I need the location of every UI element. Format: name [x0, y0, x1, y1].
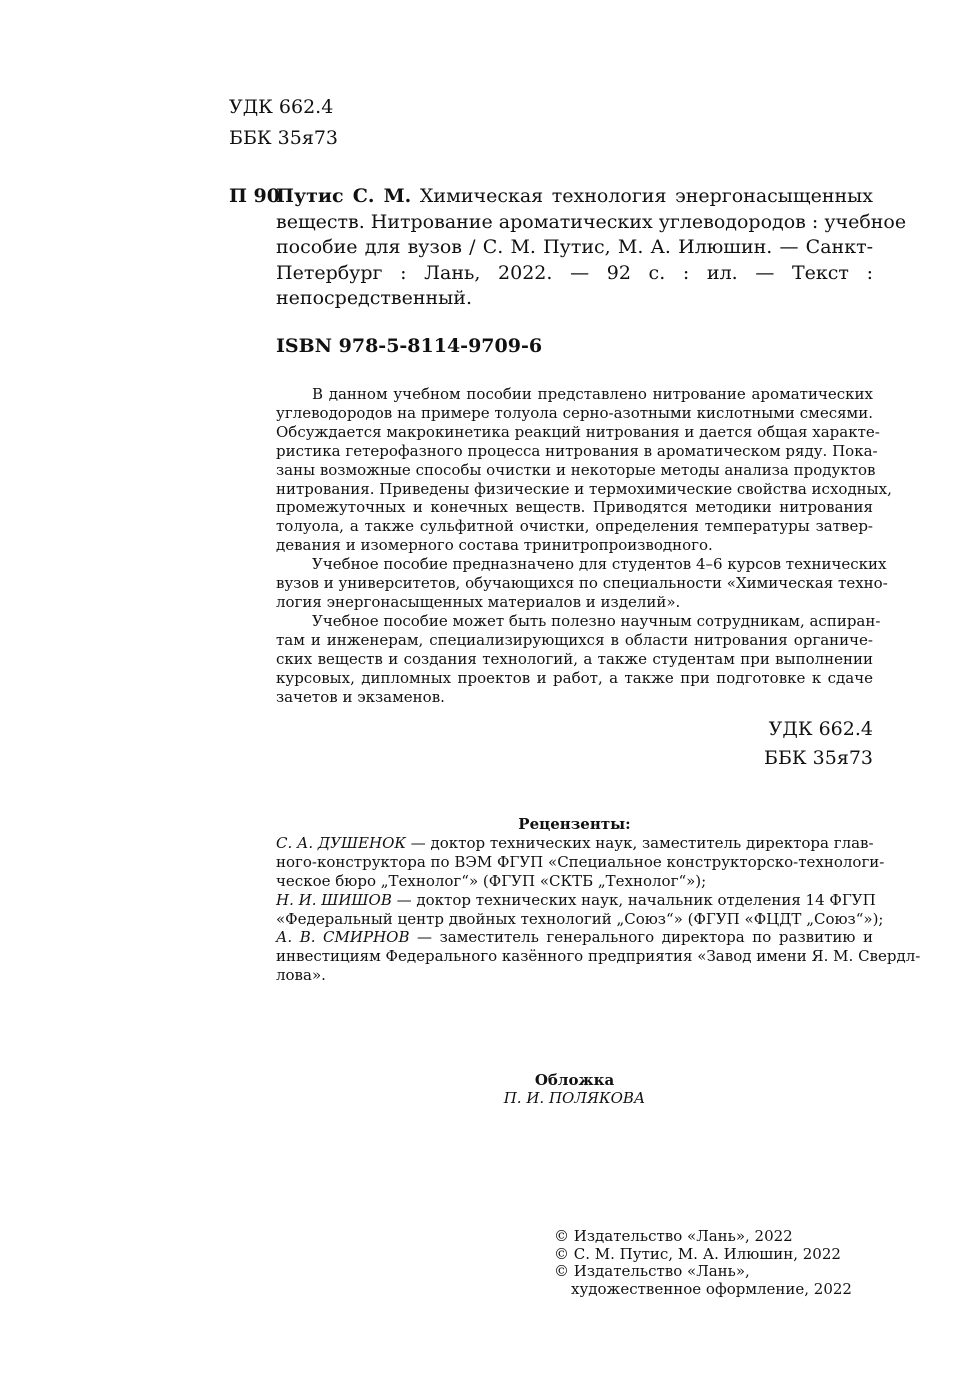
biblio-line-3: пособие для вузов / С. М. Путис, М. А. Илюшин. — Санкт-: [276, 236, 873, 258]
cover-designer: П. И. ПОЛЯКОВА: [503, 1089, 646, 1107]
abstract-line: ских веществ и создания технологий, а также студентам при выполнении: [276, 649, 873, 668]
reviewer-line: Н. И. ШИШОВ — доктор технических наук, начальник отделения 14 ФГУП: [276, 890, 876, 909]
copyright-line: художественное оформление, 2022: [571, 1279, 852, 1298]
bbk-code-bottom: ББК 35я73: [763, 747, 873, 769]
abstract-line: девания и изомерного состава тринитропроизводного.: [276, 536, 713, 555]
copyright-line: © Издательство «Лань», 2022: [554, 1227, 793, 1245]
abstract-line: углеводородов на примере толуола серно-азотными кислотными смесями.: [276, 403, 873, 422]
biblio-line-4: Петербург : Лань, 2022. — 92 с. : ил. — Текст :: [276, 261, 873, 284]
reviewer-name: С. А. ДУШЕНОК: [276, 833, 406, 852]
copyright-line: © Издательство «Лань»,: [554, 1262, 750, 1280]
biblio-line-1: Путис С. М. Химическая технология энергонасыщенных: [276, 185, 873, 207]
abstract-line: зачетов и экзаменов.: [276, 687, 445, 706]
abstract-line: вузов и университетов, обучающихся по специальности «Химическая техно-: [276, 574, 888, 593]
reviewer-line: С. А. ДУШЕНОК — доктор технических наук, заместитель директора глав-: [276, 833, 874, 852]
reviewer-line: ного-конструктора по ВЭМ ФГУП «Специальное конструкторско-технологи-: [276, 852, 885, 871]
cover-credit: [476, 1071, 673, 1107]
abstract-line: ристика гетерофазного процесса нитрования в ароматическом ряду. Пока-: [276, 441, 878, 460]
author-name: Путис С. М.: [276, 185, 412, 207]
reviewers: [276, 815, 921, 985]
reviewer-line: «Федеральный центр двойных технологий „Союз“» (ФГУП «ФЦДТ „Союз“»);: [276, 909, 884, 928]
biblio-line-5: непосредственный.: [276, 287, 473, 309]
abstract-line: Обсуждается макрокинетика реакций нитрования и дается общая характе-: [276, 422, 880, 441]
bbk-code-top: ББК 35я73: [229, 127, 339, 149]
udk-code-top: УДК 662.4: [229, 96, 334, 118]
reviewer-name: Н. И. ШИШОВ: [276, 890, 392, 909]
bibliographic-record: [276, 184, 907, 312]
copyright-block: [554, 1228, 852, 1298]
abstract-line: нитрования. Приведены физические и термохимические свойства исходных,: [276, 479, 892, 498]
reviewer-line: А. В. СМИРНОВ — заместитель генерального директора по развитию и: [276, 928, 873, 947]
abstract: [276, 385, 892, 706]
author-mark: П 90: [229, 185, 280, 207]
abstract-line: курсовых, дипломных проектов и работ, а также при подготовке к сдаче: [276, 668, 873, 687]
reviewer-line: ческое бюро „Технолог“» (ФГУП «СКТБ „Технолог“»);: [276, 871, 707, 890]
classification-bottom: [700, 715, 873, 773]
abstract-line: промежуточных и конечных веществ. Приводятся методики нитрования: [276, 498, 873, 517]
reviewer-line: лова».: [276, 966, 326, 985]
abstract-line: толуола, а также сульфитной очистки, определения температуры затвер-: [276, 517, 873, 536]
isbn: ISBN 978-5-8114-9709-6: [276, 335, 543, 357]
abstract-line: Учебное пособие предназначено для студентов 4–6 курсов технических: [312, 555, 887, 574]
biblio-line-2: веществ. Нитрование ароматических углеводородов : учебное: [276, 210, 907, 233]
classification-top: [229, 92, 338, 154]
copyright-line: © С. М. Путис, М. А. Илюшин, 2022: [554, 1244, 841, 1263]
abstract-line: логия энергонасыщенных материалов и изделий».: [276, 592, 681, 611]
abstract-line: там и инженерам, специализирующихся в области нитрования органиче-: [276, 630, 873, 649]
abstract-line: Учебное пособие может быть полезно научным сотрудникам, аспиран-: [312, 611, 881, 630]
reviewers-heading: Рецензенты:: [518, 815, 631, 833]
cover-title: Обложка: [534, 1071, 615, 1089]
abstract-line: В данном учебном пособии представлено нитрование ароматических: [312, 385, 873, 403]
reviewer-line: инвестициям Федерального казённого предприятия «Завод имени Я. М. Свердл-: [276, 947, 921, 966]
reviewer-name: А. В. СМИРНОВ: [276, 928, 410, 947]
abstract-line: заны возможные способы очистки и некоторые методы анализа продуктов: [276, 460, 876, 479]
udk-code-bottom: УДК 662.4: [768, 718, 873, 740]
